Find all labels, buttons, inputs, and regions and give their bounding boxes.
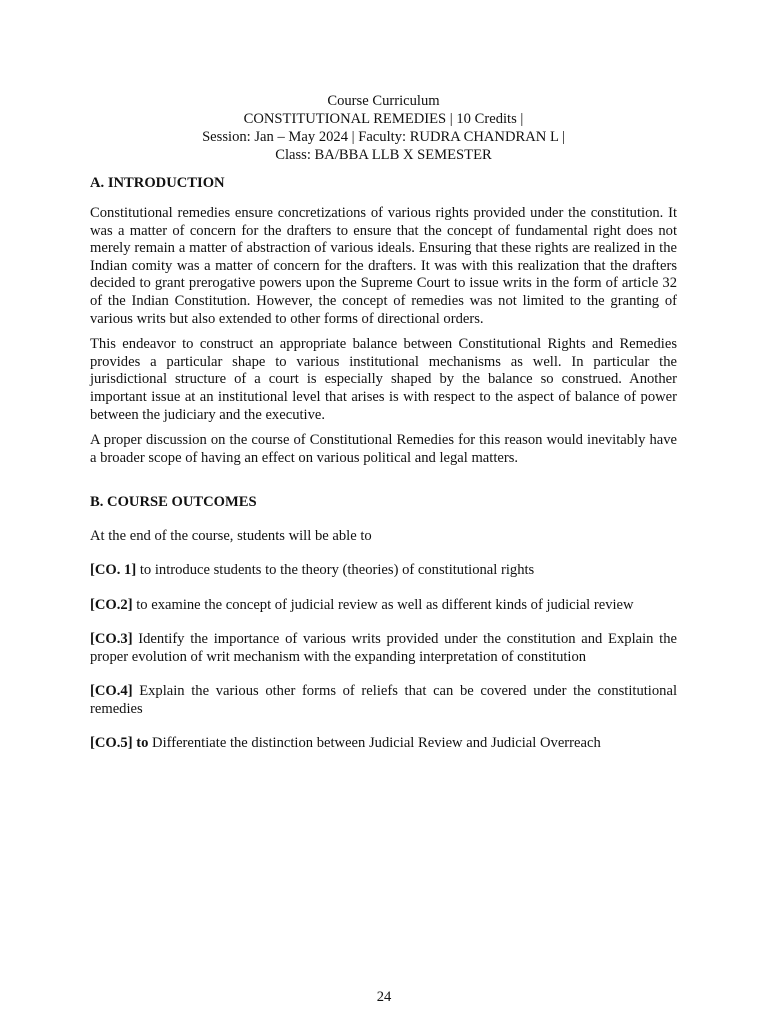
header-session-faculty: Session: Jan – May 2024 | Faculty: RUDRA CHANDRAN L | <box>202 129 565 145</box>
course-outcome-text: to examine the concept of judicial review as well as different kinds of judicial review <box>132 596 634 613</box>
header-class: Class: BA/BBA LLB X SEMESTER <box>275 147 492 163</box>
header-title: Course Curriculum <box>327 93 440 109</box>
course-outcome-item <box>90 683 677 718</box>
document-page <box>90 92 677 770</box>
course-outcome-tag: [CO.5] to <box>90 735 149 752</box>
course-outcome-text: to introduce students to the theory (theories) of constitutional rights <box>136 561 535 578</box>
course-outcome-text: Differentiate the distinction between Judicial Review and Judicial Overreach <box>148 735 601 752</box>
section-spacer <box>90 475 677 493</box>
course-outcome-tag: [CO.3] <box>90 631 133 648</box>
page-number: 24 <box>376 989 392 1005</box>
introduction-heading: A. INTRODUCTION <box>90 175 225 191</box>
course-outcome-item <box>90 597 677 615</box>
introduction-paragraph-2: This endeavor to construct an appropriate balance between Constitutional Rights and Remedies provides a particular shape to various institutional mechanisms as well. In particular the jurisdictional structure of a court is especially shaped by the balance so construed. Another important issue at an institutional level that arises is with respect to the aspect of balance of power between the judiciary and the executive. <box>90 336 677 423</box>
course-outcome-tag: [CO.2] <box>90 596 133 613</box>
course-outcome-text: Explain the various other forms of reliefs that can be covered under the constitutional remedies <box>90 683 677 717</box>
header-course-credits: CONSTITUTIONAL REMEDIES | 10 Credits | <box>243 111 524 127</box>
course-outcome-text: Identify the importance of various writs provided under the constitution and Explain the proper evolution of writ mechanism with the expanding interpretation of constitution <box>90 631 677 665</box>
course-outcome-item <box>90 631 677 666</box>
course-outcome-item <box>90 562 677 580</box>
course-outcome-tag: [CO.4] <box>90 683 133 700</box>
course-outcomes-intro: At the end of the course, students will be able to <box>90 528 372 545</box>
course-outcome-tag: [CO. 1] <box>90 561 137 578</box>
course-outcome-item <box>90 735 677 753</box>
curriculum-header <box>90 92 677 164</box>
introduction-paragraph-3: A proper discussion on the course of Constitutional Remedies for this reason would inevitably have a broader scope of having an effect on various political and legal matters. <box>90 432 677 466</box>
introduction-paragraph-1: Constitutional remedies ensure concretizations of various rights provided under the constitution. It was a matter of concern for the drafters to ensure that the concept of fundamental right does not merely remain a matter of abstraction of various ideals. Ensuring that these rights are realized in the Indian comity was a matter of concern for the drafters. It was with this realization that the drafters decided to grant prerogative powers upon the Supreme Court to issue writs in the form of article 32 of the Indian Constitution. However, the concept of remedies was not limited to the granting of various writs but also extended to other forms of directional orders. <box>90 205 677 327</box>
course-outcomes-heading: B. COURSE OUTCOMES <box>90 494 257 511</box>
